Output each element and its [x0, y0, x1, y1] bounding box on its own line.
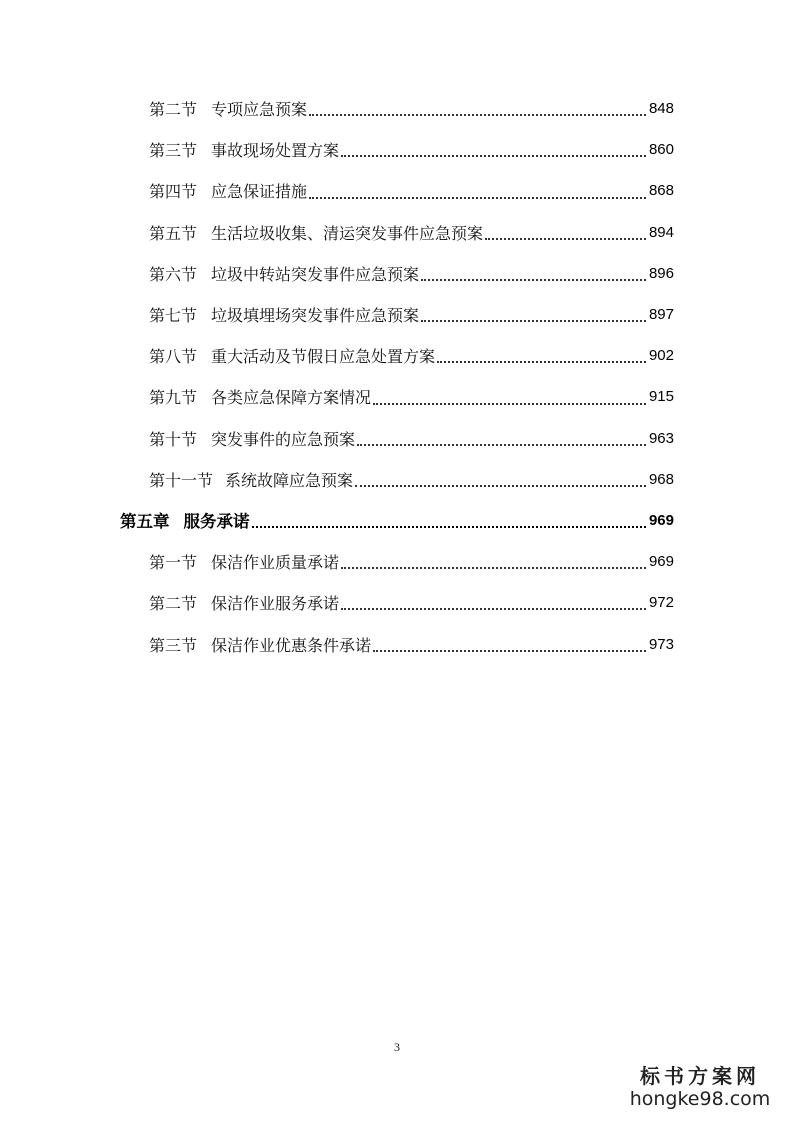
toc-entry-number: 第六节: [149, 264, 198, 284]
toc-entry-number: 第五节: [149, 223, 198, 243]
toc-entry-page: 915: [648, 388, 674, 406]
toc-entry-text: 突发事件的应急预案: [211, 429, 356, 449]
toc-entry-title: [149, 97, 307, 120]
toc-entry-page: 972: [648, 594, 674, 612]
toc-entry-title: [149, 633, 371, 656]
dot-leader: [341, 607, 646, 610]
toc-entry-number: 第三节: [149, 635, 198, 655]
toc-entry[interactable]: [0, 170, 794, 211]
dot-leader: [373, 649, 646, 652]
toc-entry-page: 973: [648, 635, 674, 653]
toc-entry-number: 第三节: [149, 141, 198, 161]
toc-entry-number: 第十节: [149, 429, 198, 449]
dot-leader: [355, 484, 646, 487]
toc-entry[interactable]: [0, 294, 794, 335]
toc-entry[interactable]: [0, 582, 794, 623]
toc-entry-number: 第四节: [149, 182, 198, 202]
toc-entry-text: 保洁作业服务承诺: [211, 594, 340, 614]
toc-entry-title: [149, 221, 483, 244]
toc-entry-text: 生活垃圾收集、清运突发事件应急预案: [211, 223, 484, 243]
toc-entry[interactable]: [0, 253, 794, 294]
toc-entry-title: [149, 344, 435, 367]
dot-leader: [485, 237, 646, 240]
page-number: 3: [394, 1040, 400, 1054]
toc-entry-number: 第一节: [149, 553, 198, 573]
toc-entry[interactable]: [0, 418, 794, 459]
toc-entry-page: 868: [648, 182, 674, 200]
toc-entry-text: 各类应急保障方案情况: [211, 388, 372, 408]
toc-entry-title: [149, 427, 355, 450]
toc-entry[interactable]: [0, 335, 794, 376]
toc-entry-text: 垃圾填埋场突发事件应急预案: [211, 306, 420, 326]
toc-entry-page: 963: [648, 429, 674, 447]
toc-entry-title: [149, 179, 307, 202]
toc-entry-number: 第十一节: [149, 470, 214, 490]
dot-leader: [421, 278, 646, 281]
toc-entry-page: 896: [648, 264, 674, 282]
toc-entry[interactable]: [0, 129, 794, 170]
toc-entry[interactable]: [0, 623, 794, 664]
toc-entry-text: 事故现场处置方案: [211, 141, 340, 161]
dot-leader: [341, 154, 646, 157]
dot-leader: [437, 360, 646, 363]
toc-chapter-number: 第五章: [120, 512, 170, 532]
toc-entry-page: 848: [648, 100, 674, 118]
toc-entry-title: [149, 303, 419, 326]
toc-entry-page: 968: [648, 470, 674, 488]
toc-chapter-title: [120, 508, 250, 532]
toc-entry-text: 保洁作业优惠条件承诺: [211, 635, 372, 655]
toc-entry-number: 第七节: [149, 306, 198, 326]
table-of-contents: [0, 88, 794, 665]
dot-leader: [252, 525, 646, 528]
toc-entry-number: 第二节: [149, 594, 198, 614]
toc-entry-page: 969: [648, 553, 674, 571]
toc-entry-number: 第九节: [149, 388, 198, 408]
watermark-url: hongke98.com: [629, 1088, 771, 1110]
toc-entry-page: 894: [648, 223, 674, 241]
toc-entry-text: 重大活动及节假日应急处置方案: [211, 347, 436, 367]
toc-entry-title: [149, 550, 339, 573]
toc-entry-page: 897: [648, 306, 674, 324]
toc-chapter-page: 969: [648, 511, 674, 529]
toc-entry-text: 垃圾中转站突发事件应急预案: [211, 264, 420, 284]
toc-entry-page: 902: [648, 347, 674, 365]
toc-entry-number: 第二节: [149, 100, 198, 120]
toc-entry[interactable]: [0, 212, 794, 253]
watermark-logo: [620, 1064, 780, 1110]
toc-entry-title: [149, 385, 371, 408]
toc-entry[interactable]: [0, 541, 794, 582]
toc-entry-text: 保洁作业质量承诺: [211, 553, 340, 573]
toc-entry-number: 第八节: [149, 347, 198, 367]
toc-entry-text: 应急保证措施: [211, 182, 308, 202]
dot-leader: [309, 113, 646, 116]
toc-entry-title: [149, 468, 353, 491]
dot-leader: [421, 319, 646, 322]
watermark-name: 标书方案网: [640, 1064, 760, 1088]
dot-leader: [357, 443, 646, 446]
toc-entry[interactable]: [0, 88, 794, 129]
toc-entry-text: 专项应急预案: [211, 100, 308, 120]
dot-leader: [309, 196, 646, 199]
dot-leader: [373, 402, 646, 405]
toc-entry[interactable]: [0, 459, 794, 500]
toc-entry-page: 860: [648, 141, 674, 159]
toc-entry[interactable]: [0, 376, 794, 417]
toc-entry-title: [149, 138, 339, 161]
toc-chapter-text: 服务承诺: [183, 512, 250, 532]
toc-chapter-entry[interactable]: [0, 500, 794, 541]
dot-leader: [341, 566, 646, 569]
toc-entry-title: [149, 591, 339, 614]
toc-entry-text: 系统故障应急预案: [225, 470, 354, 490]
toc-entry-title: [149, 262, 419, 285]
